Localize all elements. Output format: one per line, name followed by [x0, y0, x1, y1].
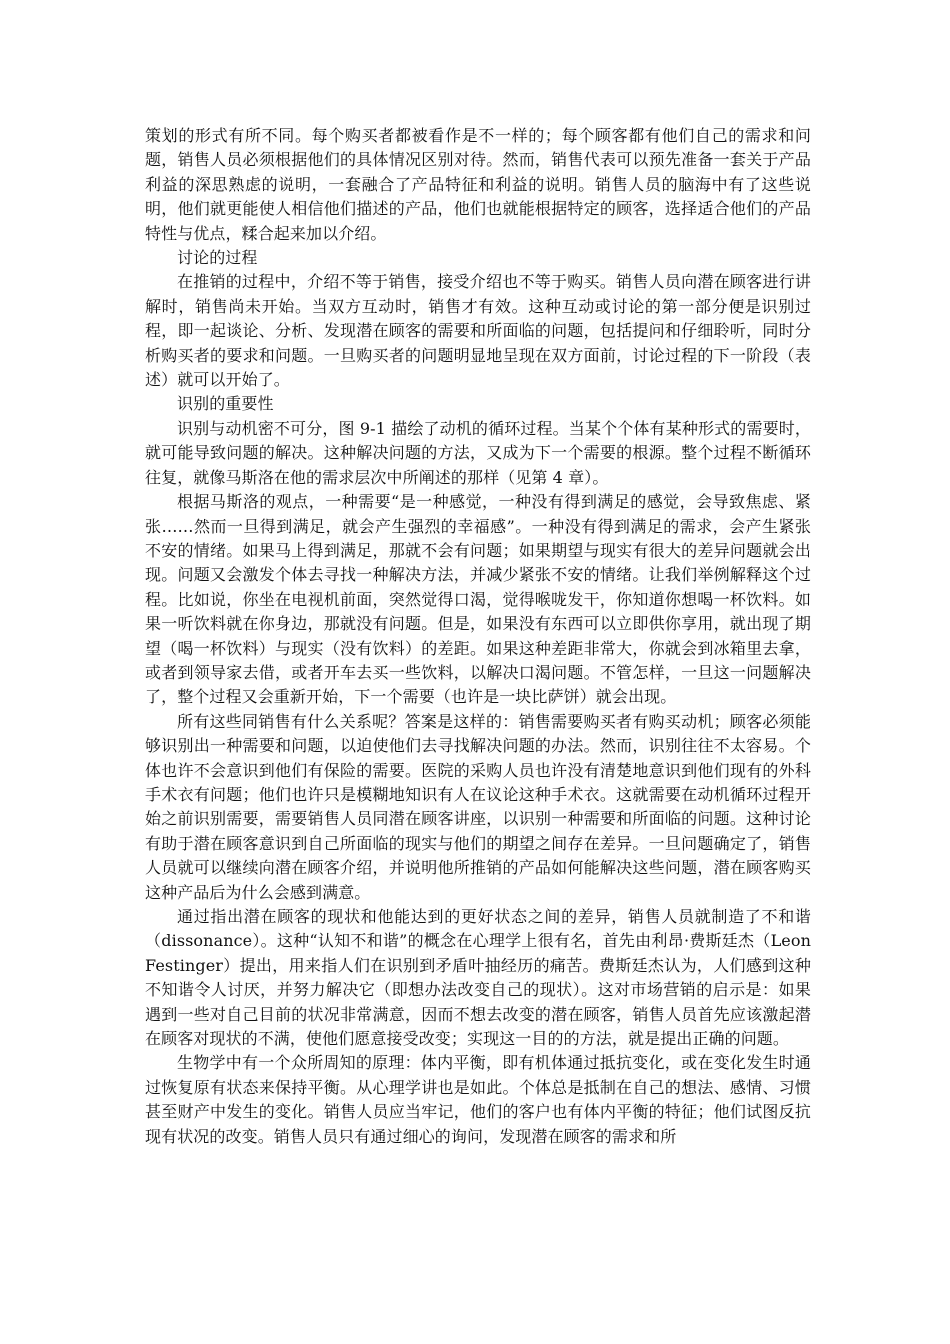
- paragraph: 在推销的过程中，介绍不等于销售，接受介绍也不等于购买。销售人员向潜在顾客进行讲解时，销售尚未开始。当双方互动时，销售才有效。这种互动或讨论的第一部分便是识别过程，即一起谈论、分析、发现潜在顾客的需要和所面临的问题，包括提问和仔细聆听，同时分析购买者的要求和问题。一旦购买者的问题明显地呈现在双方面前，讨论过程的下一阶段（表述）就可以开始了。: [145, 272, 811, 390]
- section-heading: 识别的重要性: [177, 394, 274, 414]
- paragraph: 根据马斯洛的观点，一种需要“是一种感觉，一种没有得到满足的感觉，会导致焦虑、紧张……然而一旦得到满足，就会产生强烈的幸福感”。一种没有得到满足的需求，会产生紧张不安的情绪。如果马上得到满足，那就不会有问题；如果期望与现实有很大的差异问题就会出现。问题又会激发个体去寻找一种解决方法，并减少紧张不安的情绪。让我们举例解释这个过程。比如说，你坐在电视机前面，突然觉得口渴，觉得喉咙发干，你知道你想喝一杯饮料。如果一听饮料就在你身边，那就没有问题。但是，如果没有东西可以立即供你享用，就出现了期望（喝一杯饮料）与现实（没有饮料）的差距。如果这种差距非常大，你就会到冰箱里去拿，或者到领导家去借，或者开车去买一些饮料，以解决口渴问题。不管怎样，一旦这一问题解决了，整个过程又会重新开始，下一个需要（也许是一块比萨饼）就会出现。: [145, 492, 811, 707]
- paragraph: 策划的形式有所不同。每个购买者都被看作是不一样的；每个顾客都有他们自己的需求和问题，销售人员必须根据他们的具体情况区别对待。然而，销售代表可以预先准备一套关于产品利益的深思熟虑的说明，一套融合了产品特征和利益的说明。销售人员的脑海中有了这些说明，他们就更能使人相信他们描述的产品，他们也就能根据特定的顾客，选择适合他们的产品特性与优点，糅合起来加以介绍。: [145, 126, 811, 243]
- section-heading: 讨论的过程: [177, 248, 258, 268]
- paragraph: 生物学中有一个众所周知的原理：体内平衡，即有机体通过抵抗变化，或在变化发生时通过恢复原有状态来保持平衡。从心理学讲也是如此。个体总是抵制在自己的想法、感情、习惯甚至财产中发生的变化。销售人员应当牢记，他们的客户也有体内平衡的特征；他们试图反抗现有状况的改变。销售人员只有通过细心的询问，发现潜在顾客的需求和所: [145, 1053, 811, 1146]
- paragraph: 所有这些同销售有什么关系呢？答案是这样的：销售需要购买者有购买动机；顾客必须能够识别出一种需要和问题，以迫使他们去寻找解决问题的办法。然而，识别往往不太容易。个体也许不会意识到他们有保险的需要。医院的采购人员也许没有清楚地意识到他们现有的外科手术衣有问题；他们也许只是模糊地知识有人在议论这种手术衣。这就需要在动机循环过程开始之前识别需要，需要销售人员同潜在顾客讲座，以识别一种需要和所面临的问题。这种讨论有助于潜在顾客意识到自己所面临的现实与他们的期望之间存在差异。一旦问题确定了，销售人员就可以继续向潜在顾客介绍，并说明他所推销的产品如何能解决这些问题，潜在顾客购买这种产品后为什么会感到满意。: [145, 711, 811, 902]
- paragraph: 通过指出潜在顾客的现状和他能达到的更好状态之间的差异，销售人员就制造了不和谐（dissonance）。这种“认知不和谐”的概念在心理学上很有名，首先由利昂·费斯廷杰（Leon Festinger）提出，用来指人们在识别到矛盾叶抽经历的痛苦。费斯廷杰认为，人们感到这种不知谐令人讨厌，并努力解决它（即想办法改变自己的现状）。这对市场营销的启示是：如果遇到一些对自己目前的状况非常满意，因而不想去改变的潜在顾客，销售人员首先应该激起潜在顾客对现状的不满，使他们愿意接受改变；实现这一目的的方法，就是提出正确的问题。: [145, 907, 811, 1049]
- document-page: [145, 124, 811, 1149]
- paragraph: 识别与动机密不可分，图 9-1 描绘了动机的循环过程。当某个个体有某种形式的需要时，就可能导致问题的解决。这种解决问题的方法，又成为下一个需要的根源。整个过程不断循环往复，就像马斯洛在他的需求层次中所阐述的那样（见第 4 章）。: [145, 418, 811, 487]
